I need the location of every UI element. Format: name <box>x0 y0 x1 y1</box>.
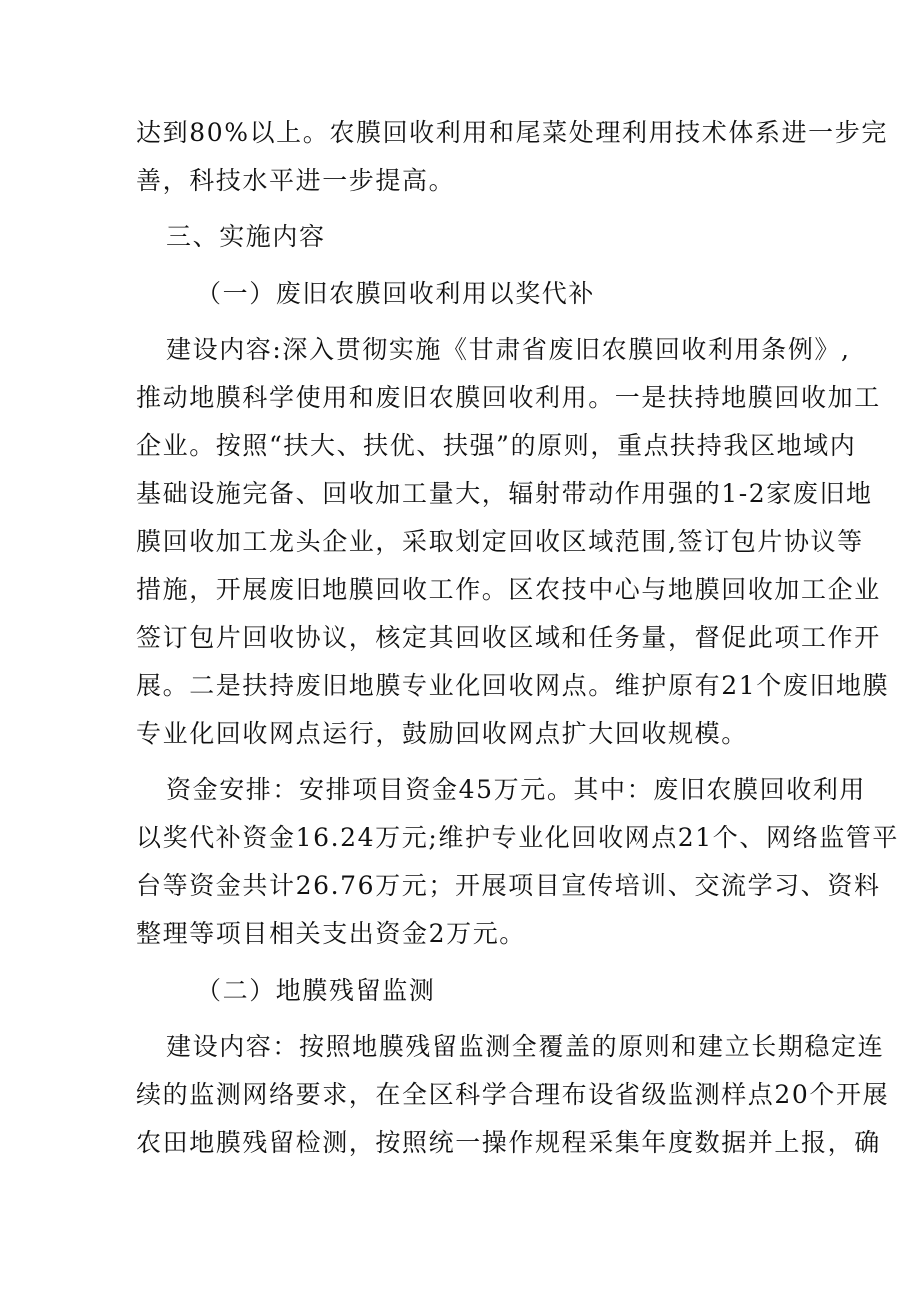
text-line-21: 农田地膜残留检测，按照统一操作规程采集年度数据并上报，确 <box>136 1128 881 1157</box>
subsection-heading-1: （一）废旧农膜回收利用以奖代补 <box>196 279 596 308</box>
text-line-9: 膜回收加工龙头企业，采取划定回收区域范围,签订包片协议等 <box>136 527 864 556</box>
text-line-2: 善，科技水平进一步提高。 <box>136 166 456 195</box>
text-line-15: 以奖代补资金16.24万元;维护专业化回收网点21个、网络监管平 <box>136 823 900 852</box>
text-line-13: 专业化回收网点运行，鼓励回收网点扩大回收规模。 <box>136 719 748 748</box>
text-line-7: 企业。按照“扶大、扶优、扶强”的原则，重点扶持我区地域内 <box>136 431 857 460</box>
text-line-10: 措施，开展废旧地膜回收工作。区农技中心与地膜回收加工企业 <box>136 575 881 604</box>
text-line-17: 整理等项目相关支出资金2万元。 <box>136 919 526 948</box>
text-line-11: 签订包片回收协议，核定其回收区域和任务量，督促此项工作开 <box>136 623 881 652</box>
text-line-16: 台等资金共计26.76万元；开展项目宣传培训、交流学习、资料 <box>136 871 881 900</box>
text-line-5: 建设内容:深入贯彻实施《甘肃省废旧农膜回收利用条例》, <box>166 335 851 364</box>
text-line-6: 推动地膜科学使用和废旧农膜回收利用。一是扶持地膜回收加工 <box>136 383 881 412</box>
text-line-8: 基础设施完备、回收加工量大，辐射带动作用强的1-2家废旧地 <box>136 479 873 508</box>
section-heading-3: 三、实施内容 <box>166 222 326 251</box>
text-line-20: 续的监测网络要求，在全区科学合理布设省级监测样点20个开展 <box>136 1080 890 1109</box>
text-line-14: 资金安排：安排项目资金45万元。其中：废旧农膜回收利用 <box>166 775 867 804</box>
text-line-19: 建设内容：按照地膜残留监测全覆盖的原则和建立长期稳定连 <box>166 1032 885 1061</box>
text-line-12: 展。二是扶持废旧地膜专业化回收网点。维护原有21个废旧地膜 <box>136 671 890 700</box>
text-line-1: 达到80%以上。农膜回收利用和尾菜处理利用技术体系进一步完 <box>136 118 888 147</box>
subsection-heading-2: （二）地膜残留监测 <box>196 976 436 1005</box>
